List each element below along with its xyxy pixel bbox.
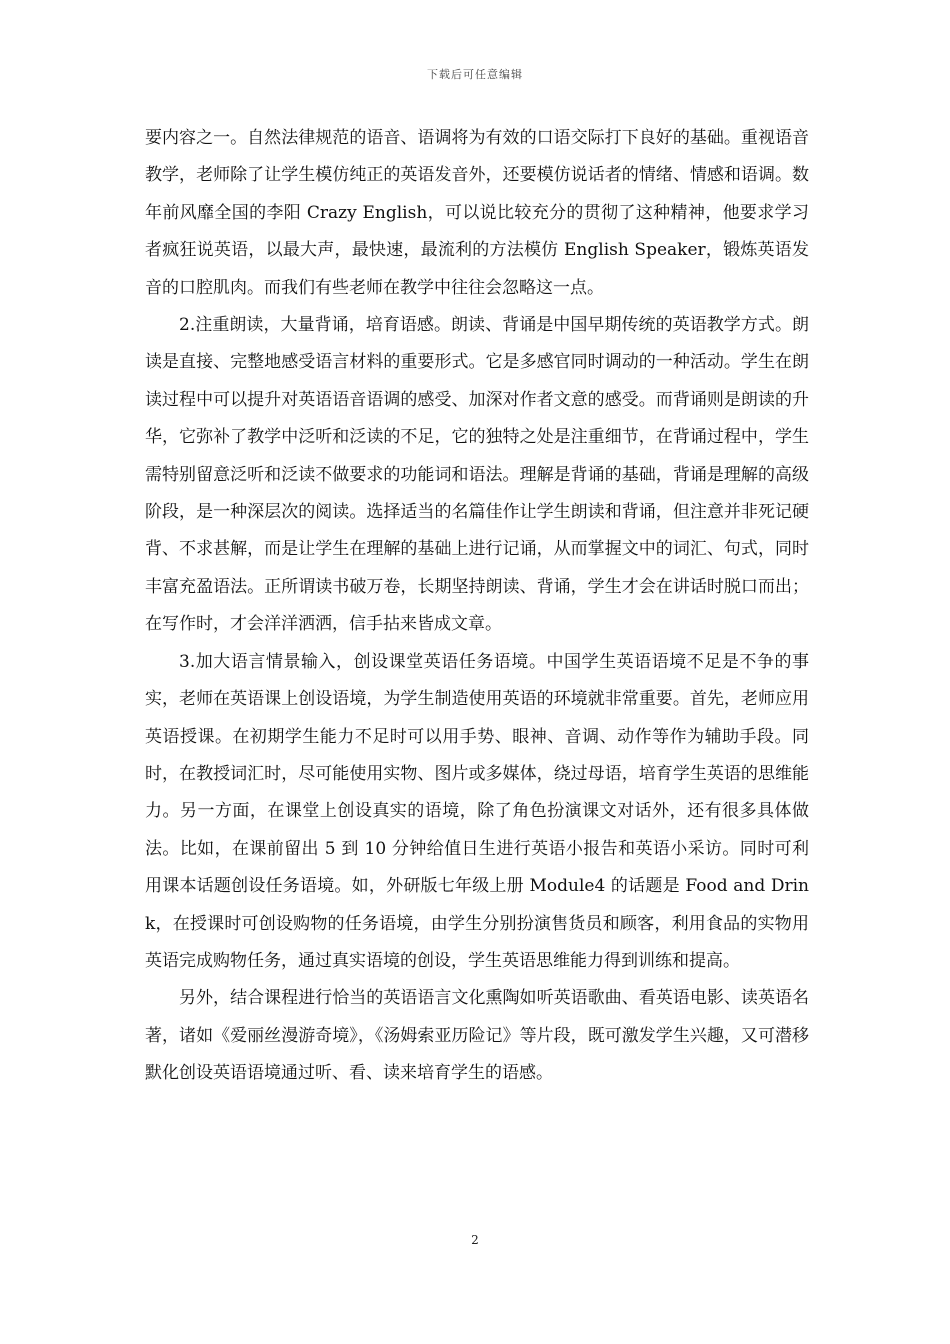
page-header: 下载后可任意编辑 (427, 68, 523, 81)
paragraph-reading-recitation: 2.注重朗读，大量背诵，培育语感。朗读、背诵是中国早期传统的英语教学方式。朗读是直接、完整地感受语言材料的重要形式。它是多感官同时调动的一种活动。学生在朗读过程中可以提升对英语语音语调的感受、加深对作者文意的感受。而背诵则是朗读的升华，它弥补了教学中泛听和泛读的不足，它的独特之处是注重细节，在背诵过程中，学生需特别留意泛听和泛读不做要求的功能词和语法。理解是背诵的基础，背诵是理解的高级阶段，是一种深层次的阅读。选择适当的名篇佳作让学生朗读和背诵，但注意并非死记硬背、不求甚解，而是让学生在理解的基础上进行记诵，从而掌握文中的词汇、句式，同时丰富充盈语法。正所谓读书破万卷，长期坚持朗读、背诵，学生才会在讲话时脱口而出；在写作时，才会洋洋洒洒，信手拈来皆成文章。 (145, 315, 809, 635)
body-text (145, 120, 809, 1093)
paragraph-language-context: 3.加大语言情景输入，创设课堂英语任务语境。中国学生英语语境不足是不争的事实，老师在英语课上创设语境，为学生制造使用英语的环境就非常重要。首先，老师应用英语授课。在初期学生能力不足时可以用手势、眼神、音调、动作等作为辅助手段。同时，在教授词汇时，尽可能使用实物、图片或多媒体，绕过母语，培育学生英语的思维能力。另一方面，在课堂上创设真实的语境，除了角色扮演课文对话外，还有很多具体做法。比如，在课前留出 5 到 10 分钟给值日生进行英语小报告和英语小采访。同时可利用课本话题创设任务语境。如，外研版七年级上册 Module4 的话题是 Food and Drink，在授课时可创设购物的任务语境，由学生分别扮演售货员和顾客，利用食品的实物用英语完成购物任务，通过真实语境的创设，学生英语思维能力得到训练和提高。 (145, 651, 809, 971)
paragraph-continuation: 要内容之一。自然法律规范的语音、语调将为有效的口语交际打下良好的基础。重视语音教学，老师除了让学生模仿纯正的英语发音外，还要模仿说话者的情绪、情感和语调。数年前风靡全国的李阳 Crazy English，可以说比较充分的贯彻了这种精神，他要求学习者疯狂说英语，以最大声，最快速，最流利的方法模仿 English Speaker，锻炼英语发音的口腔肌肉。而我们有些老师在教学中往往会忽略这一点。 (145, 128, 809, 298)
page-number: 2 (471, 1233, 479, 1247)
paragraph-culture: 另外，结合课程进行恰当的英语语言文化熏陶如听英语歌曲、看英语电影、读英语名著，诸如《爱丽丝漫游奇境》，《汤姆索亚历险记》等片段，既可激发学生兴趣，又可潜移默化创设英语语境通过听、看、读来培育学生的语感。 (145, 988, 809, 1084)
